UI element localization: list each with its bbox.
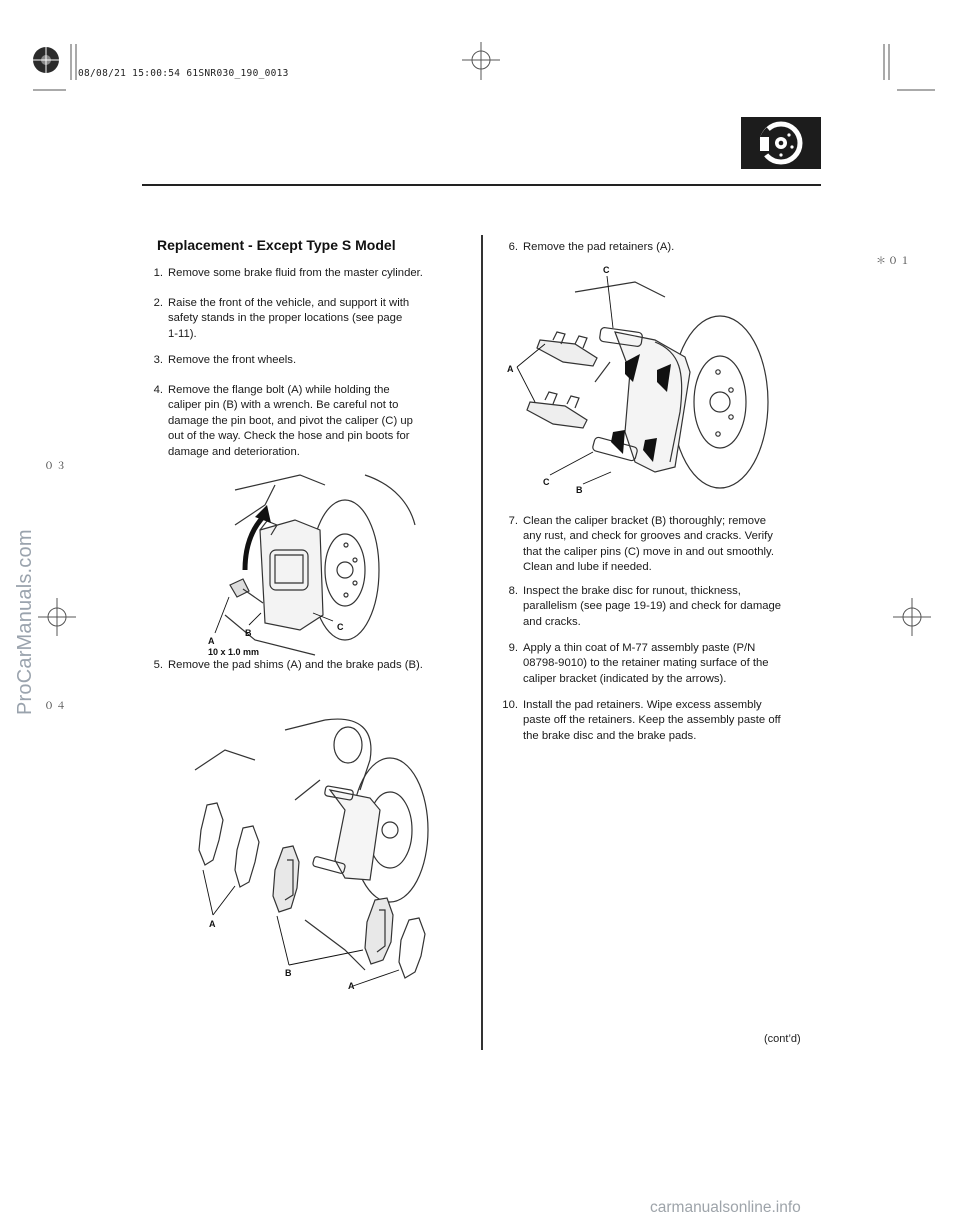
column-divider	[481, 235, 483, 1050]
continued-note: (cont’d)	[764, 1033, 801, 1045]
fig1-label-c: C	[337, 622, 344, 632]
fig3-label-c-top: C	[603, 265, 610, 275]
step-2: 2. Raise the front of the vehicle, and support it with safety stands in the proper locations (see page 1-11).	[153, 297, 410, 340]
fig3-label-b: B	[576, 485, 583, 495]
margin-mark-03: ０３	[44, 461, 68, 472]
fig3-label-a: A	[507, 364, 514, 374]
figure-caliper-pivot	[205, 465, 425, 665]
print-stamp: 08/08/21 15:00:54 61SNR030_190_0013	[78, 68, 289, 79]
step-8: 8. Inspect the brake disc for runout, thickness, parallelism (see page 19-19) and check for damage and cracks.	[508, 585, 782, 628]
step-7: 7. Clean the caliper bracket (B) thoroughly; remove any rust, and check for grooves and cracks. Verify that the caliper pins (C) move in and out smoothly. Clean and lube if needed.	[508, 515, 774, 574]
fig2-label-a-right: A	[348, 981, 355, 991]
step-5: 5. Remove the pad shims (A) and the brake pads (B).	[153, 659, 423, 671]
margin-mark-01: ＊０１	[876, 256, 912, 267]
fig1-label-a: A	[208, 636, 215, 646]
step-6: 6. Remove the pad retainers (A).	[508, 241, 675, 253]
fig1-label-b: B	[245, 628, 252, 638]
brake-disc-icon	[741, 117, 821, 169]
fig1-bolt-spec: 10 x 1.0 mm	[208, 647, 260, 657]
step-3: 3. Remove the front wheels.	[153, 354, 297, 366]
step-4: 4. Remove the flange bolt (A) while holding the caliper pin (B) with a wrench. Be careful not to damage the pin boot, and pivot the caliper (C) up out of the way. Check the hose and pin boots for damage and deterioration.	[153, 384, 413, 458]
fig2-label-a-left: A	[209, 919, 216, 929]
step-9: 9. Apply a thin coat of M-77 assembly paste (P/N 08798-9010) to the retainer mating surface of the caliper bracket (indicated by the arrows).	[508, 642, 769, 685]
figure-pad-retainers	[505, 262, 775, 492]
bottom-watermark: carmanualsonline.info	[650, 1199, 801, 1216]
header-rule	[142, 184, 821, 186]
section-title: Replacement - Except Type S Model	[157, 237, 396, 253]
step-10: 10. Install the pad retainers. Wipe excess assembly paste off the retainers. Keep the assembly paste off the brake disc and the brake pads.	[502, 699, 781, 742]
fig3-label-c-bottom: C	[543, 477, 550, 487]
side-watermark: ProCarManuals.com	[14, 529, 36, 715]
step-1: 1. Remove some brake fluid from the master cylinder.	[153, 267, 423, 279]
margin-mark-04: ０４	[44, 701, 68, 712]
fig2-label-b: B	[285, 968, 292, 978]
figure-pads-shims	[185, 710, 445, 1000]
